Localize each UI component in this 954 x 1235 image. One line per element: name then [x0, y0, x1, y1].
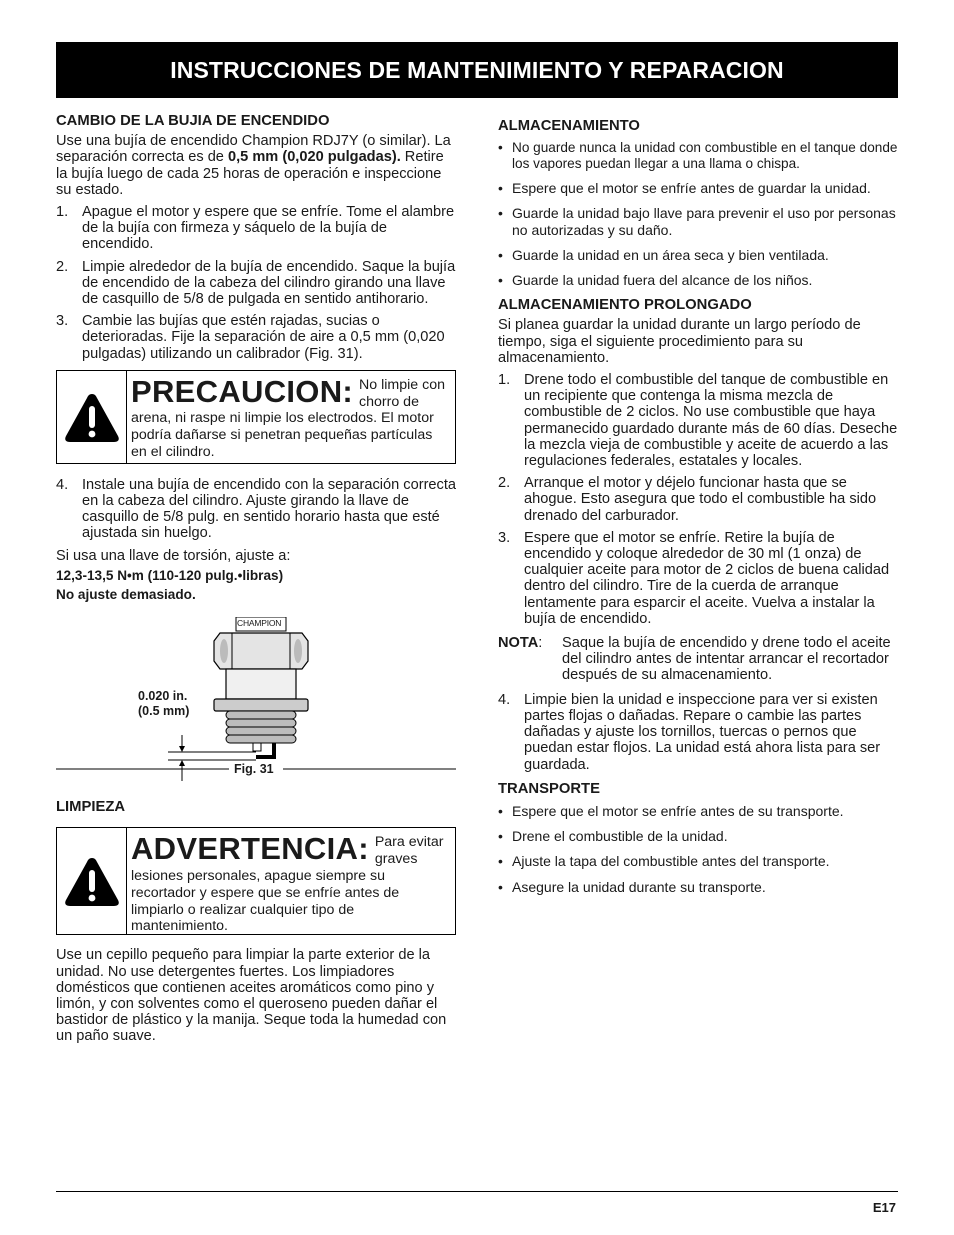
note-label: NOTA — [498, 635, 539, 652]
storage-list — [498, 140, 898, 288]
spark-plug-step-4 — [56, 477, 456, 542]
transport-heading: TRANSPORTE — [498, 780, 600, 797]
list-item: 4. Limpie bien la unidad e inspeccione para ver si existen partes flojas o dañadas. Repare o cambie las partes dañadas y ajuste los tornillos, tuercas o pernos que puedan estar flojos. La unidad está ahora lista para ser guardada. — [498, 691, 881, 773]
spark-plug-illustration — [56, 617, 456, 782]
list-item: 2. Arranque el motor y déjelo funcionar hasta que se ahogue. Esto asegura que todo el combustible ha sido drenado del carburador. — [498, 475, 877, 524]
left-column — [56, 113, 456, 1051]
list-item: • No guarde nunca la unidad con combustible en el tanque donde los vapores puedan llegar a una llama o chispa. — [498, 140, 898, 171]
list-item: • Guarde la unidad bajo llave para prevenir el uso por personas no autorizadas y su daño. — [498, 205, 896, 238]
warning-triangle-icon — [57, 371, 127, 463]
torque-intro: Si usa una llave de torsión, ajuste a: — [56, 547, 291, 564]
warning-triangle-icon — [57, 828, 127, 934]
figure-caption: Fig. 31 — [234, 762, 274, 777]
long-storage-steps — [498, 372, 898, 627]
list-item: • Espere que el motor se enfríe antes de guardar la unidad. — [498, 180, 871, 197]
caution-title: PRECAUCION: — [131, 373, 354, 409]
warning-box — [56, 827, 456, 935]
spark-plug-steps — [56, 204, 456, 362]
footer-divider — [56, 1191, 898, 1192]
long-storage-heading: ALMACENAMIENTO PROLONGADO — [498, 297, 752, 314]
storage-heading: ALMACENAMIENTO — [498, 118, 640, 134]
transport-list — [498, 803, 898, 895]
cleaning-body: Use un cepillo pequeño para limpiar la parte exterior de la unidad. No use detergentes fuertes. Los limpiadores domésticos que contienen aceites aromáticos como pino y limón, y con solventes como el queroseno pueden dañar el bastidor de plástico y la manija. Seque toda la humedad con un paño suave. — [56, 947, 447, 1045]
warning-text: Para evitar graves lesiones personales, apague siempre su recortador y espere que se enfríe antes de limpiarlo o realizar cualquier tipo de mantenimiento. — [131, 834, 444, 935]
list-item: • Ajuste la tapa del combustible antes del transporte. — [498, 853, 830, 870]
list-item: 2. Limpie alrededor de la bujía de encendido. Saque la bujía de encendido de la cabeza del cilindro girando una llave de casquillo de 5/8 de pulgada en sentido antihorario. — [56, 258, 456, 308]
list-item: 3. Cambie las bujías que estén rajadas, sucias o deterioradas. Fije la separación de aire a 0,5 mm (0,020 pulgadas) utilizando un calibrador (Fig. 31). — [56, 313, 445, 362]
gap-label: 0.020 in. (0.5 mm) — [138, 689, 190, 719]
page-title: INSTRUCCIONES DE MANTENIMIENTO Y REPARACION — [170, 56, 784, 83]
list-item: 4. Instale una bujía de encendido con la separación correcta en la cabeza del cilindro. Ajuste girando la llave de casquillo de 5/8 pulg. en sentido horario hasta que esté ajustada sin huelgo. — [56, 476, 457, 542]
long-storage-intro: Si planea guardar la unidad durante un largo período de tiempo, siga el siguiente procedimiento para su almacenamiento. — [498, 317, 861, 366]
spark-plug-heading: CAMBIO DE LA BUJIA DE ENCENDIDO — [56, 113, 330, 129]
caution-text: No limpie con chorro de arena, ni raspe ni limpie los electrodos. El motor podría dañarse si penetran pequeñas partículas en el cilindro. — [131, 376, 445, 461]
note-text: Saque la bujía de encendido y drene todo el aceite del cilindro antes de intentar arrancar el recortador después de su almacenamiento. — [562, 635, 891, 684]
page-number: E17 — [872, 1200, 896, 1215]
list-item: 1. Drene todo el combustible del tanque de combustible en un recipiente que contenga la misma mezcla de combustible de 2 ciclos. No use combustible que haya permanecido guardado durante más de 60 días. Deseche la mezcla vieja de combustible y aceite de acuerdo a las regulaciones federales, estatales y locales. — [498, 372, 898, 470]
list-item: • Espere que el motor se enfríe antes de su transporte. — [498, 802, 844, 819]
spark-plug-figure — [56, 617, 456, 787]
page-header — [56, 42, 898, 98]
list-item: • Guarde la unidad en un área seca y bien ventilada. — [498, 246, 829, 263]
torque-warning: No ajuste demasiado. — [56, 587, 196, 603]
spark-plug-brand: CHAMPION — [237, 618, 282, 629]
warning-title: ADVERTENCIA: — [131, 831, 369, 867]
cleaning-heading: LIMPIEZA — [56, 799, 126, 816]
list-item: 1. Apague el motor y espere que se enfríe. Tome el alambre de la bujía con firmeza y sáquelo de la bujía de encendido. — [56, 204, 455, 253]
list-item: • Guarde la unidad fuera del alcance de los niños. — [498, 272, 813, 289]
list-item: • Asegure la unidad durante su transporte. — [498, 878, 766, 895]
long-storage-step-4 — [498, 692, 898, 773]
caution-box — [56, 370, 456, 464]
spark-plug-intro: Use una bujía de encendido Champion RDJ7Y (o similar). La separación correcta es de 0,5 mm (0,020 pulgadas). Retire la bujía luego de cada 25 horas de operación e inspeccione su estado. — [56, 133, 451, 198]
torque-value: 12,3-13,5 N•m (110-120 pulg.•libras) — [56, 567, 284, 583]
note: NOTA: Saque la bujía de encendido y drene todo el aceite del cilindro antes de intentar arrancar el recortador después de su almacenamiento. — [498, 635, 898, 684]
list-item: • Drene el combustible de la unidad. — [498, 828, 728, 845]
list-item: 3. Espere que el motor se enfríe. Retire la bujía de encendido y coloque alrededor de 30 ml (1 onza) de cualquier aceite para motor de 2 ciclos de buena calidad dentro del cilindro. Tire de la cuerda de arranque lentamente para esparcir el aceite. Vuelva a instalar la bujía de encendido. — [498, 529, 890, 627]
right-column — [498, 118, 898, 904]
